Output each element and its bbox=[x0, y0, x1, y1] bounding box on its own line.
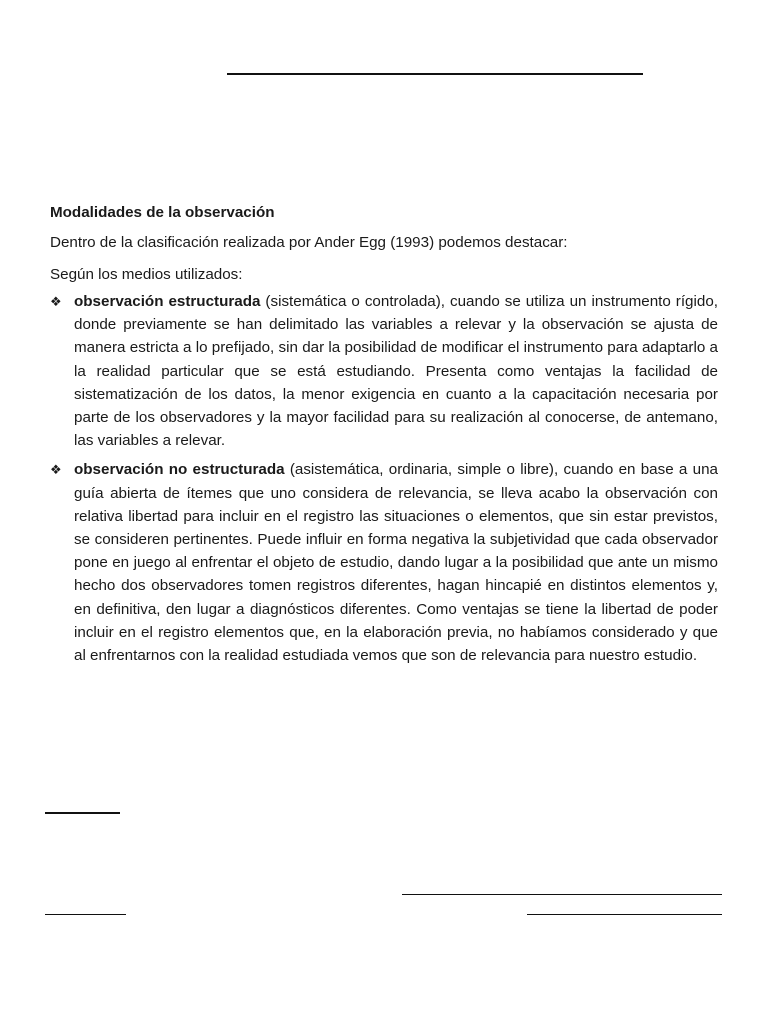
bullet-item-unstructured bbox=[50, 458, 718, 667]
diamond-bullet-icon: ❖ bbox=[50, 462, 62, 478]
bullet-text: (sistemática o controlada), cuando se utiliza un instrumento rígido, donde previamente se han delimitado las variables a relevar y la observación se ajusta de manera estricta a lo prefijado, sin dar la posibilidad de modificar el instrumento para adaptarlo a la realidad particular que se está estudiando. Presenta como ventajas la facilidad de sistematización de los datos, la menor exigencia en cuanto a la capacitación necesaria por parte de los observadores y la mayor facilidad para su realización al conocerse, de antemano, las variables a relevar. bbox=[74, 293, 718, 450]
subheading-paragraph: Según los medios utilizados: bbox=[50, 266, 243, 283]
diamond-bullet-icon: ❖ bbox=[50, 294, 62, 309]
header-rule bbox=[227, 73, 643, 75]
intro-paragraph: Dentro de la clasificación realizada por Ander Egg (1993) podemos destacar: bbox=[50, 234, 568, 251]
bullet-item-structured bbox=[50, 290, 718, 452]
footnote-rule bbox=[45, 812, 120, 814]
section-heading: Modalidades de la observación bbox=[50, 204, 275, 221]
footer-rule-left bbox=[45, 914, 126, 915]
bullet-term: observación estructurada bbox=[74, 293, 261, 310]
footer-rule-right-lower bbox=[527, 914, 722, 915]
footer-rule-right-upper bbox=[402, 894, 722, 895]
document-body bbox=[50, 202, 718, 673]
bullet-text: (asistemática, ordinaria, simple o libre), cuando en base a una guía abierta de ítemes que uno considera de relevancia, se lleva acabo la observación con relativa libertad para incluir en el registro las situaciones o elementos, que sin estar previstos, se consideren pertinentes. Puede influir en forma negativa la subjetividad que cada observador pone en juego al enfrentar el objeto de estudio, dando lugar a la posibilidad que ante un mismo hecho dos observadores tomen registros diferentes, hagan hincapié en distintos elementos y, en definitiva, den lugar a diagnósticos diferentes. Como ventajas se tiene la libertad de poder incluir en el registro elementos que, en la elaboración previa, no habíamos considerado y que al enfrentarnos con la realidad estudiada vemos que son de relevancia para nuestro estudio. bbox=[74, 461, 718, 665]
bullet-term: observación no estructurada bbox=[74, 461, 285, 479]
